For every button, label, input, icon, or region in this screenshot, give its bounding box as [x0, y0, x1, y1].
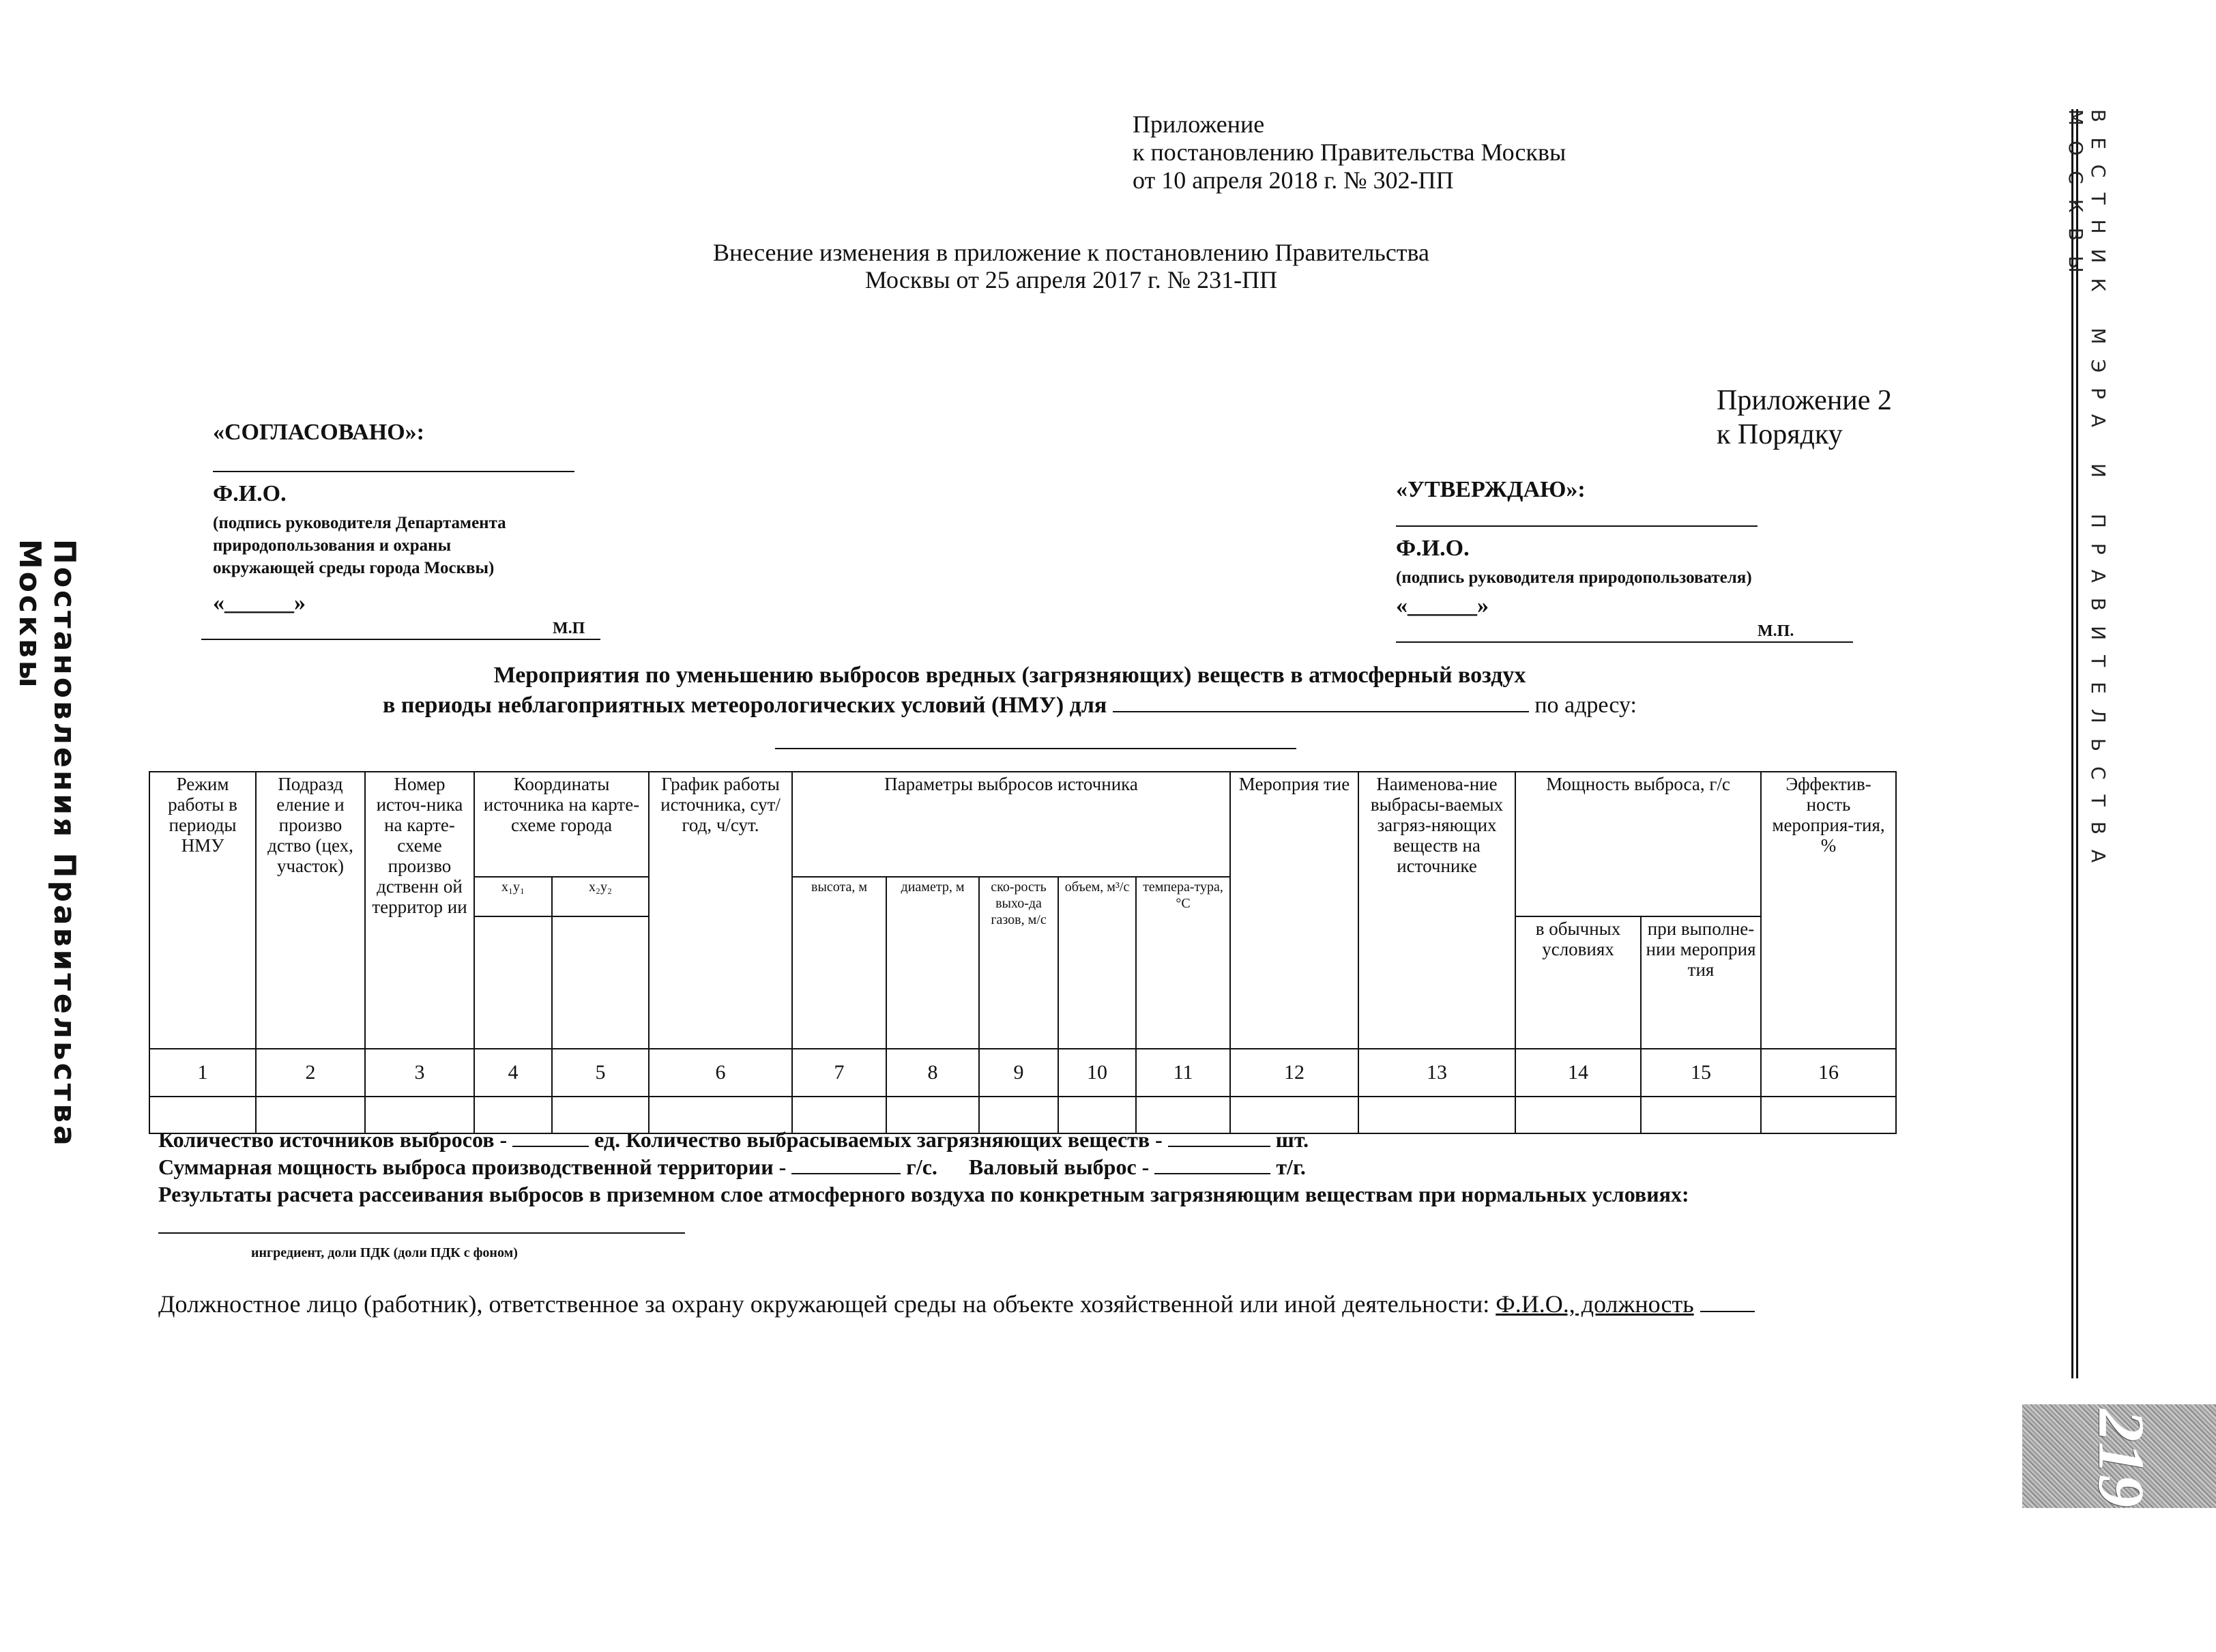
th-height: высота, м: [792, 877, 886, 1049]
responsible-official-blank: [1700, 1292, 1755, 1312]
summary-line-1: [158, 1126, 1689, 1153]
form-heading: [225, 661, 1794, 721]
header-line-3: от 10 апреля 2018 г. № 302-ПП: [1133, 166, 1454, 194]
col-num: 4: [474, 1049, 552, 1097]
th-power: Мощность выброса, г/с: [1515, 772, 1761, 916]
responsible-official-fio: Ф.И.О., должность: [1496, 1290, 1694, 1318]
header-line-2: к постановлению Правительства Москвы: [1133, 139, 1566, 166]
annex-line-2: к Порядку: [1717, 419, 1843, 450]
table-column-numbers: [149, 1049, 1896, 1097]
th-mode: Режим работы в периоды НМУ: [149, 772, 256, 1049]
organization-blank: [1113, 691, 1529, 712]
th-efficiency: Эффектив-ность мероприя-тия, %: [1761, 772, 1896, 1049]
agreed-date: «______»: [213, 590, 306, 615]
col-num: 1: [149, 1049, 256, 1097]
col-num: 8: [886, 1049, 979, 1097]
th-diameter: диаметр, м: [886, 877, 979, 1049]
sources-count-label: Количество источников выбросов -: [158, 1127, 508, 1152]
th-temp: темпера-тура, °С: [1136, 877, 1230, 1049]
right-spine-title: ВЕСТНИК МЭРА И ПРАВИТЕЛЬСТВА МОСКВЫ: [2065, 109, 2110, 878]
th-source-no: Номер источ-ника на карте-схеме произво дственн ой территор ии: [365, 772, 474, 1049]
page-number: 219: [2085, 1409, 2159, 1507]
col-num: 9: [979, 1049, 1058, 1097]
total-power-label: Суммарная мощность выброса производственной территории -: [158, 1155, 787, 1179]
form-heading-line-2b: по адресу:: [1534, 693, 1637, 718]
th-volume: объем, м³/с: [1058, 877, 1136, 1049]
th-x1y1: x₁y₁: [474, 877, 552, 916]
agreed-fio: Ф.И.О.: [213, 481, 287, 506]
form-heading-line-2a: в периоды неблагоприятных метеорологических условий (НМУ) для: [383, 693, 1107, 718]
col-num: 5: [552, 1049, 649, 1097]
ingredient-caption: ингредиент, доли ПДК (доли ПДК с фоном): [251, 1245, 518, 1260]
agreed-note: [213, 512, 506, 579]
col-num: 13: [1358, 1049, 1515, 1097]
th-during: при выполне-нии мероприя тия: [1641, 916, 1761, 1049]
gross-emission-blank: [1154, 1154, 1270, 1174]
form-heading-line-2: [225, 691, 1794, 721]
total-power-blank: [791, 1154, 901, 1174]
col-num: 11: [1136, 1049, 1230, 1097]
th-x2y2-cell: [552, 916, 649, 1049]
responsible-official: [158, 1290, 1755, 1318]
annex-label: [1717, 383, 1892, 452]
document-header: [1133, 111, 1566, 194]
approved-note-1: (подпись руководителя природопользователя): [1396, 568, 1752, 587]
approved-title: «УТВЕРЖДАЮ»:: [1396, 477, 1586, 502]
change-title-line-2: Москвы от 25 апреля 2017 г. № 231-ПП: [864, 266, 1278, 293]
col-num: 2: [256, 1049, 365, 1097]
table-header-row-1: [149, 772, 1896, 877]
th-normal: в обычных условиях: [1515, 916, 1641, 1049]
substances-count-label: ед. Количество выбрасываемых загрязняющих веществ -: [594, 1127, 1163, 1152]
agreed-note-1: (подпись руководителя Департамента: [213, 514, 506, 532]
substances-count-blank: [1168, 1127, 1270, 1147]
form-heading-line-1: Мероприятия по уменьшению выбросов вредных (загрязняющих) веществ в атмосферный воздух: [493, 663, 1526, 688]
approved-date: «______»: [1396, 593, 1489, 618]
agreed-bottom-line: [201, 639, 600, 640]
change-title-line-1: Внесение изменения в приложение к постановлению Правительства: [712, 239, 1430, 266]
col-num: 14: [1515, 1049, 1641, 1097]
measures-table: [149, 771, 1897, 1134]
approved-fio: Ф.И.О.: [1396, 536, 1470, 561]
summary-line-3: Результаты расчета рассеивания выбросов в приземном слое атмосферного воздуха по конкретным загрязняющим веществам при нормальных условиях:: [158, 1182, 1689, 1206]
summary-lines: [158, 1126, 1689, 1208]
col-num: 10: [1058, 1049, 1136, 1097]
approved-stamp: М.П.: [1758, 622, 1794, 640]
col-num: 16: [1761, 1049, 1896, 1097]
sources-count-blank: [512, 1127, 589, 1147]
header-line-1: Приложение: [1133, 111, 1265, 138]
left-spine-title: Постановления Правительства Москвы: [12, 539, 82, 1148]
agreed-signature-line: [213, 471, 574, 472]
th-x1y1-cell: [474, 916, 552, 1049]
approved-note: [1396, 566, 1752, 589]
col-num: 12: [1230, 1049, 1358, 1097]
col-num: 7: [792, 1049, 886, 1097]
col-num: 15: [1641, 1049, 1761, 1097]
gross-emission-unit: т/г.: [1276, 1155, 1306, 1179]
change-title: [587, 239, 1556, 293]
table-cell: [1761, 1097, 1896, 1133]
total-power-unit: г/с.: [906, 1155, 937, 1179]
th-unit: Подразд еление и произво дство (цех, участок): [256, 772, 365, 1049]
col-num: 6: [649, 1049, 792, 1097]
approved-signature-line: [1396, 525, 1758, 527]
agreed-title: «СОГЛАСОВАНО»:: [213, 420, 425, 445]
address-blank: [775, 748, 1296, 749]
summary-line-2: [158, 1153, 1689, 1180]
th-measure: Мероприя тие: [1230, 772, 1358, 1049]
ingredient-blank: [158, 1232, 685, 1234]
th-substances: Наименова-ние выбрасы-ваемых загряз-няющих веществ на источнике: [1358, 772, 1515, 1049]
agreed-stamp: М.П: [553, 620, 585, 637]
th-coords: Координаты источника на карте-схеме города: [474, 772, 649, 877]
th-speed: ско-рость выхо-да газов, м/с: [979, 877, 1058, 1049]
substances-unit: шт.: [1275, 1127, 1309, 1152]
annex-line-1: Приложение 2: [1717, 385, 1892, 416]
th-x2y2: x₂y₂: [552, 877, 649, 916]
th-params: Параметры выбросов источника: [792, 772, 1230, 877]
agreed-note-2: природопользования и охраны: [213, 536, 452, 555]
responsible-official-label: Должностное лицо (работник), ответственное за охрану окружающей среды на объекте хозяйственной или иной деятельности:: [158, 1290, 1490, 1318]
agreed-note-3: окружающей среды города Москвы): [213, 559, 495, 577]
gross-emission-label: Валовый выброс -: [968, 1155, 1150, 1179]
th-schedule: График работы источника, сут/год, ч/сут.: [649, 772, 792, 1049]
right-margin-rule: [2071, 109, 2078, 1378]
col-num: 3: [365, 1049, 474, 1097]
approved-bottom-line: [1396, 641, 1853, 643]
